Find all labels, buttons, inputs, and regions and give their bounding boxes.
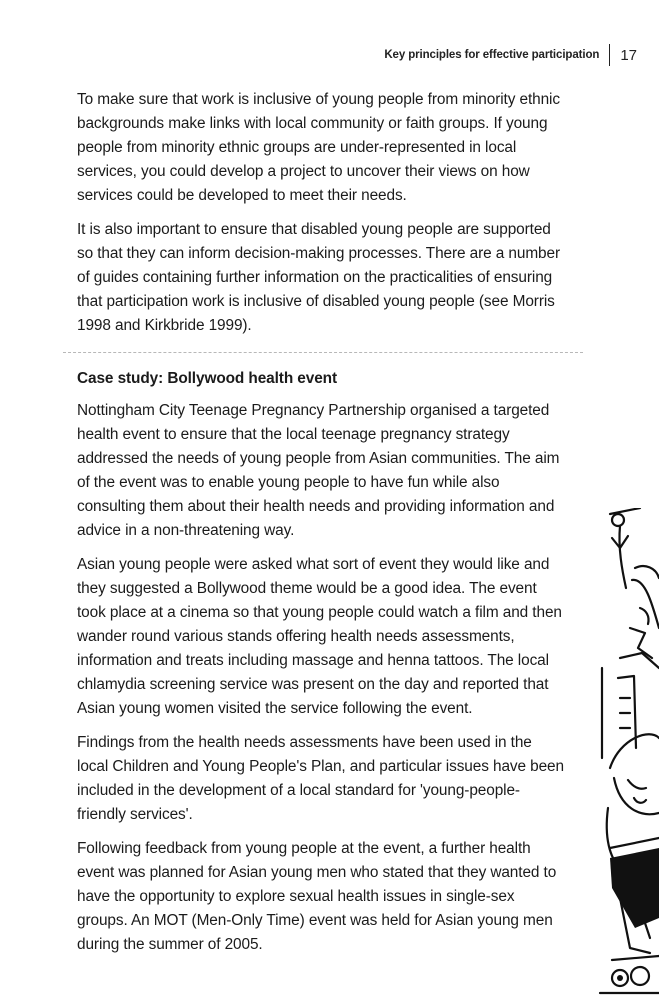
- header-title: Key principles for effective participation: [384, 49, 600, 61]
- cartoon-people-illustration: [590, 508, 659, 1000]
- case-study-paragraph-1: Nottingham City Teenage Pregnancy Partnership organised a targeted health event to ensure that the local teenage pregnancy strategy addressed the needs of young people from Asian communities. The aim of the event was to enable young people to have fun while also consulting them about their health needs and providing information and advice in a non-threatening way.: [77, 402, 560, 539]
- case-study-title: Case study: Bollywood health event: [77, 370, 337, 387]
- running-header: [384, 44, 637, 66]
- case-study-paragraph-3: Findings from the health needs assessments have been used in the local Children and Young People's Plan, and particular issues have been included in the development of a local standard for 'young-people-friendly services'.: [77, 734, 564, 823]
- intro-paragraph-2: It is also important to ensure that disabled young people are supported so that they can inform decision-making processes. There are a number of guides containing further information on the practicalities of ensuring that participation work is inclusive of disabled young people (see Morris 1998 and Kirkbride 1999).: [77, 221, 560, 334]
- body-text: [77, 88, 567, 967]
- case-study-paragraph-2: Asian young people were asked what sort of event they would like and they suggested a Bollywood theme would be a good idea. The event took place at a cinema so that young people could watch a film and then wander round various stands offering health needs assessments, information and treats including massage and henna tattoos. The local chlamydia screening service was present on the day and reported that Asian young women visited the service following the event.: [77, 556, 562, 717]
- intro-paragraph-1: To make sure that work is inclusive of young people from minority ethnic backgrounds make links with local community or faith groups. If young people from minority ethnic groups are under-represented in local services, you could develop a project to uncover their views on how services could be developed to meet their needs.: [77, 91, 560, 204]
- header-separator: [609, 44, 610, 66]
- case-study-paragraph-4: Following feedback from young people at the event, a further health event was planned for Asian young men who stated that they wanted to have the opportunity to explore sexual health issues in single-sex groups. An MOT (Men-Only Time) event was held for Asian young men during the summer of 2005.: [77, 840, 557, 953]
- page-number: 17: [620, 46, 637, 64]
- section-divider: [63, 352, 583, 353]
